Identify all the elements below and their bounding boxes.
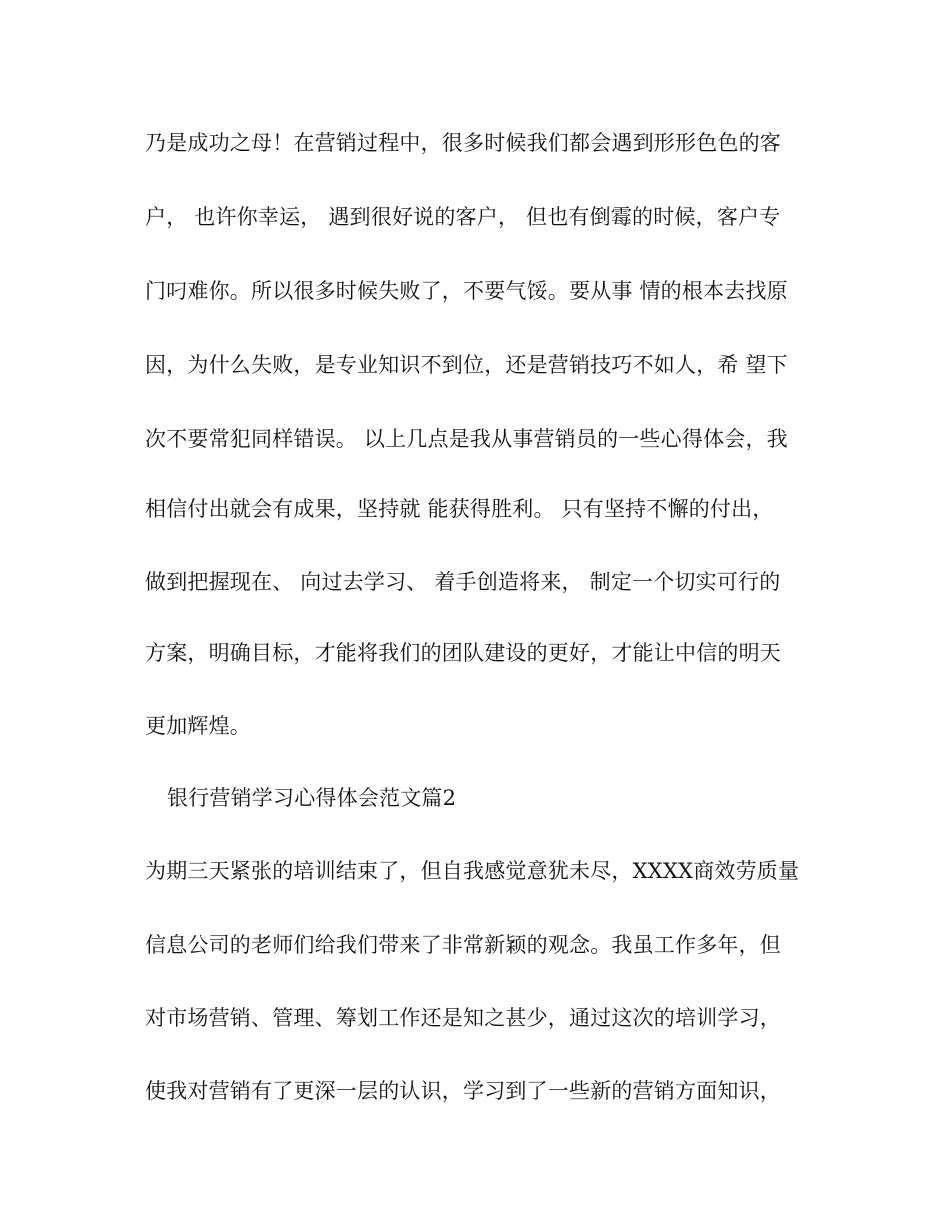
paragraph-line: 乃是成功之母！在营销过程中，很多时候我们都会遇到形形色色的客 [145, 131, 781, 155]
paragraph-line: 门叼难你。所以很多时候失败了，不要气馁。要从事 情的根本去找原 [145, 279, 788, 303]
paragraph-line: 使我对营销有了更深一层的认识，学习到了一些新的营销方面知识， [145, 1079, 781, 1103]
paragraph-line: 次不要常犯同样错误。 以上几点是我从事营销员的一些心得体会，我 [145, 427, 788, 451]
paragraph-line: 方案，明确目标，才能将我们的团队建设的更好，才能让中信的明天 [145, 641, 781, 665]
section-title: 银行营销学习心得体会范文篇2 [167, 786, 457, 810]
paragraph-line: 为期三天紧张的培训结束了，但自我感觉意犹未尽，XXXX商效劳质量 [145, 859, 800, 883]
paragraph-line: 更加辉煌。 [145, 714, 251, 738]
paragraph-line: 因，为什么失败，是专业知识不到位，还是营销技巧不如人，希 望下 [145, 353, 788, 377]
paragraph-line: 做到把握现在、 向过去学习、 着手创造将来， 制定一个切实可行的 [145, 570, 781, 594]
paragraph-line: 对市场营销、管理、筹划工作还是知之甚少，通过这次的培训学习， [145, 1006, 781, 1030]
paragraph-line: 户， 也许你幸运， 遇到很好说的客户， 但也有倒霉的时候，客户专 [145, 205, 781, 229]
paragraph-line: 信息公司的老师们给我们带来了非常新颖的观念。我虽工作多年，但 [145, 933, 781, 957]
paragraph-line: 相信付出就会有成果，坚持就 能获得胜利。 只有坚持不懈的付出， [145, 497, 774, 521]
